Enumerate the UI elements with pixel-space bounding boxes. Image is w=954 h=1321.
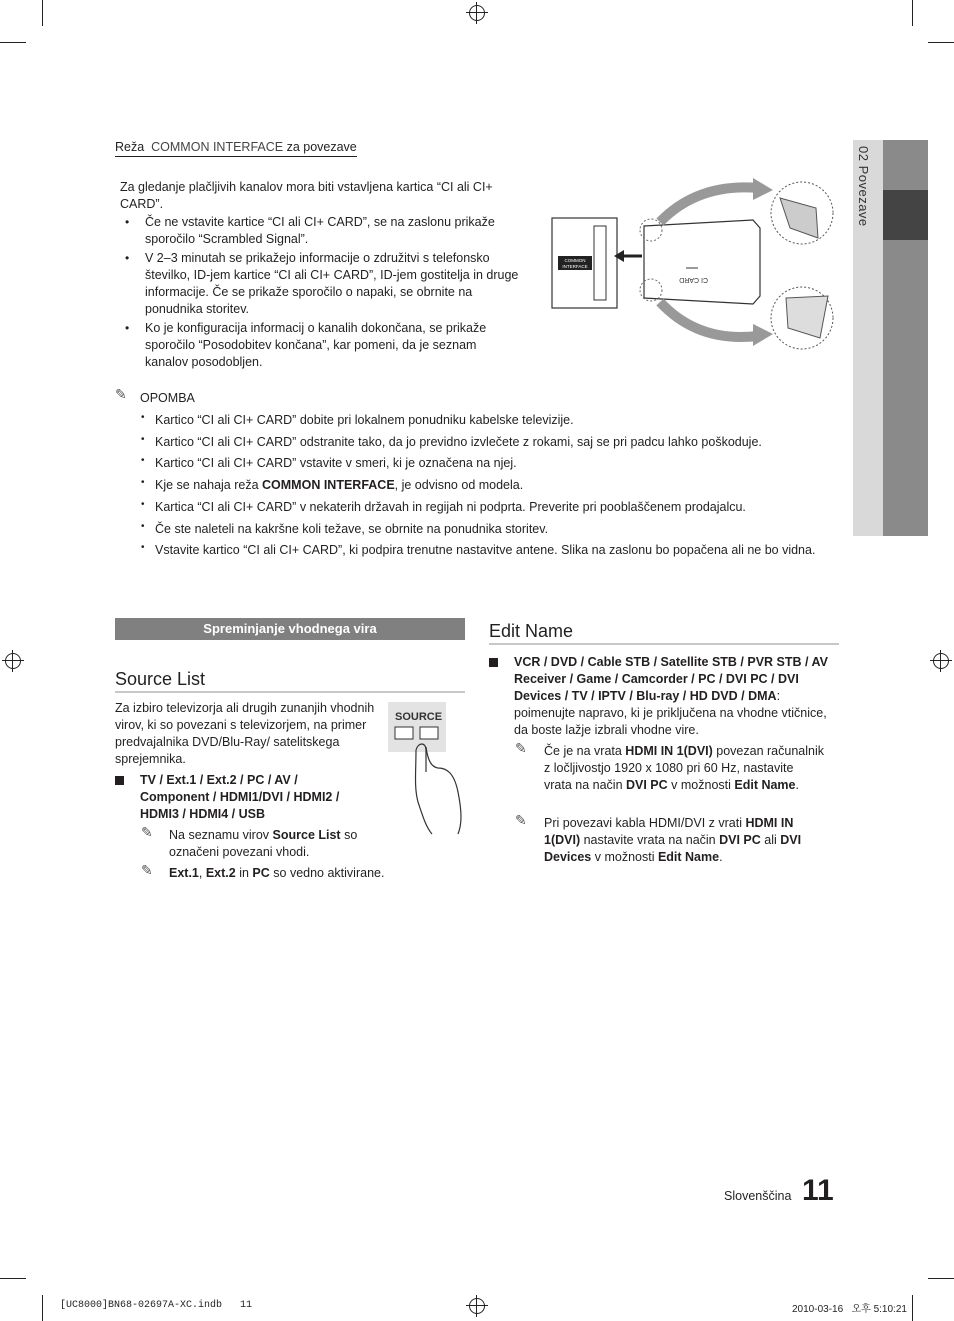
source-button-label: SOURCE [395, 711, 443, 723]
note-text: v možnosti [667, 778, 735, 792]
bullet-icon: • [141, 499, 145, 510]
hand-pointer-icon [416, 750, 433, 834]
note-item: Kartico “CI ali CI+ CARD” odstranite tako, da jo previdno izvlečete z rokami, saj se pri padcu lahko poškoduje. [155, 435, 762, 449]
note-item: Če ste naleteli na kakršne koli težave, se obrnite na ponudnika storitev. [155, 522, 549, 536]
crop-mark [912, 1295, 913, 1321]
note-item-bold: COMMON INTERFACE [262, 478, 395, 492]
note-text: Pri povezavi kabla HDMI/DVI z vrati [544, 816, 746, 830]
note-bold: Ext.2 [205, 866, 236, 880]
note-text: so vedno aktivirane. [269, 866, 385, 880]
ci-bullet: Če ne vstavite kartice “CI ali CI+ CARD”, se na zaslonu prikaže sporočilo “Scrambled Signal”. [145, 215, 495, 246]
options-bold: VCR / DVD / Cable STB / Satellite STB / PVR STB / AV Receiver / Game / Camcorder / PC / DVI PC / DVI Devices / TV / IPTV / Blu-ray / HD DVD / DMA [514, 655, 828, 703]
note-pencil-icon: ✎ [515, 812, 527, 828]
crop-mark [928, 42, 954, 43]
print-slug-file: [UC8000]BN68-02697A-XC.indb 11 [60, 1300, 253, 1311]
note-bold: Edit Name [734, 778, 796, 792]
header-suffix: za povezave [286, 140, 357, 154]
note-item [155, 477, 815, 494]
options-text: : poimenujte napravo, ki je priključena na vhodne vtičnice, da boste lažje izbrali vhodne vire. [514, 689, 827, 737]
ci-bullet: V 2–3 minutah se prikažejo informacije o združitvi s telefonsko številko, ID-jem kartice “CI ali CI+ CARD”, ID-jem gostitelja in druge informacije. Če se prikaže sporočilo o napaki, se obrnite na ponudnika storitev. [145, 251, 519, 316]
ci-card-illustration [548, 178, 838, 353]
heading-rule [115, 691, 465, 693]
registration-mark-icon [5, 653, 21, 669]
note-text: so označeni povezani vhodi. [169, 828, 358, 859]
edit-note-1 [544, 743, 824, 794]
note-bold: DVI Devices [544, 833, 802, 864]
note-bold: Ext.1 [169, 866, 199, 880]
note-bold: HDMI IN 1(DVI) [625, 744, 713, 758]
slot-label-line2: INTERFACE [562, 264, 588, 269]
heading-rule [489, 643, 839, 645]
card-label: CI CARD [679, 276, 708, 283]
slot-label-line1: COMMON [564, 258, 586, 263]
crop-mark [912, 0, 913, 26]
header-slot-name: COMMON INTERFACE [151, 140, 284, 154]
side-tab-marker [883, 190, 928, 240]
note-text: , [198, 866, 206, 880]
note-item-post: , je odvisno od modela. [394, 478, 524, 492]
chapter-label: 02 Povezave [856, 146, 871, 227]
note-pencil-icon: ✎ [141, 862, 153, 878]
note-pencil-icon: ✎ [141, 824, 153, 840]
source-list-body: Za izbiro televizorja ali drugih zunanjih vhodnih virov, ki so povezani s televizorjem, na primer predvajalnika DVD/Blu-Ray/ satelitskega sprejemnika. [115, 701, 375, 766]
edit-name-heading: Edit Name [489, 621, 574, 641]
note-bold: HDMI IN 1(DVI) [544, 816, 794, 847]
note-bold: Source List [272, 828, 341, 842]
zoom-arrow-lower-icon [660, 302, 758, 337]
bullet-icon: • [141, 412, 145, 423]
ci-intro: Za gledanje plačljivih kanalov mora biti vstavljena kartica “CI ali CI+ CARD”. [120, 180, 493, 211]
section-header [115, 139, 357, 157]
note-item: Kartico “CI ali CI+ CARD” vstavite v smeri, ki je označena na njej. [155, 456, 517, 470]
square-bullet-icon [115, 776, 124, 785]
bullet-icon: • [141, 455, 145, 466]
registration-mark-icon [933, 653, 949, 669]
bullet-icon: • [125, 215, 130, 229]
source-note-1 [169, 827, 364, 861]
bullet-icon: • [141, 521, 145, 532]
footer-language: Slovenščina [724, 1189, 792, 1203]
registration-mark-icon [469, 1298, 485, 1314]
square-bullet-icon [489, 658, 498, 667]
note-item-pre: Kje se nahaja reža [155, 478, 263, 492]
crop-mark [0, 42, 26, 43]
source-options: TV / Ext.1 / Ext.2 / PC / AV / Component / HDMI1/DVI / HDMI2 / HDMI3 / HDMI4 / USB [140, 773, 340, 821]
note-bold: PC [252, 866, 270, 880]
note-text: . [795, 778, 799, 792]
page-number: 11 [802, 1174, 834, 1207]
crop-mark [42, 1295, 43, 1321]
note-bold: DVI PC [719, 833, 761, 847]
note-item: Kartico “CI ali CI+ CARD” dobite pri lokalnem ponudniku kabelske televizije. [155, 413, 574, 427]
zoom-arrow-upper-icon [660, 187, 758, 222]
bullet-icon: • [141, 434, 145, 445]
edit-name-options [514, 654, 839, 739]
note-text: Na seznamu virov [169, 828, 273, 842]
source-note-2 [169, 865, 429, 882]
info-key-icon [420, 727, 438, 739]
note-text: in [235, 866, 253, 880]
bullet-icon: • [125, 251, 130, 265]
bullet-icon: • [125, 321, 130, 335]
note-pencil-icon: ✎ [115, 386, 127, 402]
note-text: povezan računalnik z ločljivostjo 1920 x 1080 pri 60 Hz, nastavite vrata na način [544, 744, 824, 792]
registration-mark-icon [469, 5, 485, 21]
note-text: v možnosti [591, 850, 658, 864]
source-list-heading: Source List [115, 669, 206, 689]
bullet-icon: • [141, 542, 145, 553]
source-key-icon [395, 727, 413, 739]
ci-card [644, 220, 760, 304]
ci-bullet: Ko je konfiguracija informacij o kanalih dokončana, se prikaže sporočilo “Posodobitev končana”, kar pomeni, da je seznam kanalov posodobljen. [145, 321, 487, 369]
bullet-icon: • [141, 477, 145, 488]
crop-mark [0, 1278, 26, 1279]
note-title: OPOMBA [140, 391, 195, 405]
remote-source-illustration [388, 702, 468, 836]
note-text: ali [760, 833, 781, 847]
note-bold: Edit Name [657, 850, 720, 864]
note-item: Kartica “CI ali CI+ CARD” v nekaterih državah in regijah ni podprta. Preverite pri pooblaščenem prodajalcu. [155, 500, 746, 514]
note-text: . [719, 850, 723, 864]
note-text: nastavite vrata na način [580, 833, 720, 847]
note-text: Če je na vrata [544, 744, 626, 758]
note-pencil-icon: ✎ [515, 740, 527, 756]
edit-note-2 [544, 815, 814, 866]
note-bold: DVI PC [626, 778, 668, 792]
note-item: Vstavite kartico “CI ali CI+ CARD”, ki podpira trenutne nastavitve antene. Slika na zaslonu bo popačena ali ne bo vidna. [155, 543, 816, 557]
crop-mark [928, 1278, 954, 1279]
header-prefix: Reža [115, 140, 145, 154]
section-title-bar: Spreminjanje vhodnega vira [115, 618, 465, 640]
print-slug-date: 2010-03-16 오후 5:10:21 [792, 1304, 907, 1315]
crop-mark [42, 0, 43, 26]
